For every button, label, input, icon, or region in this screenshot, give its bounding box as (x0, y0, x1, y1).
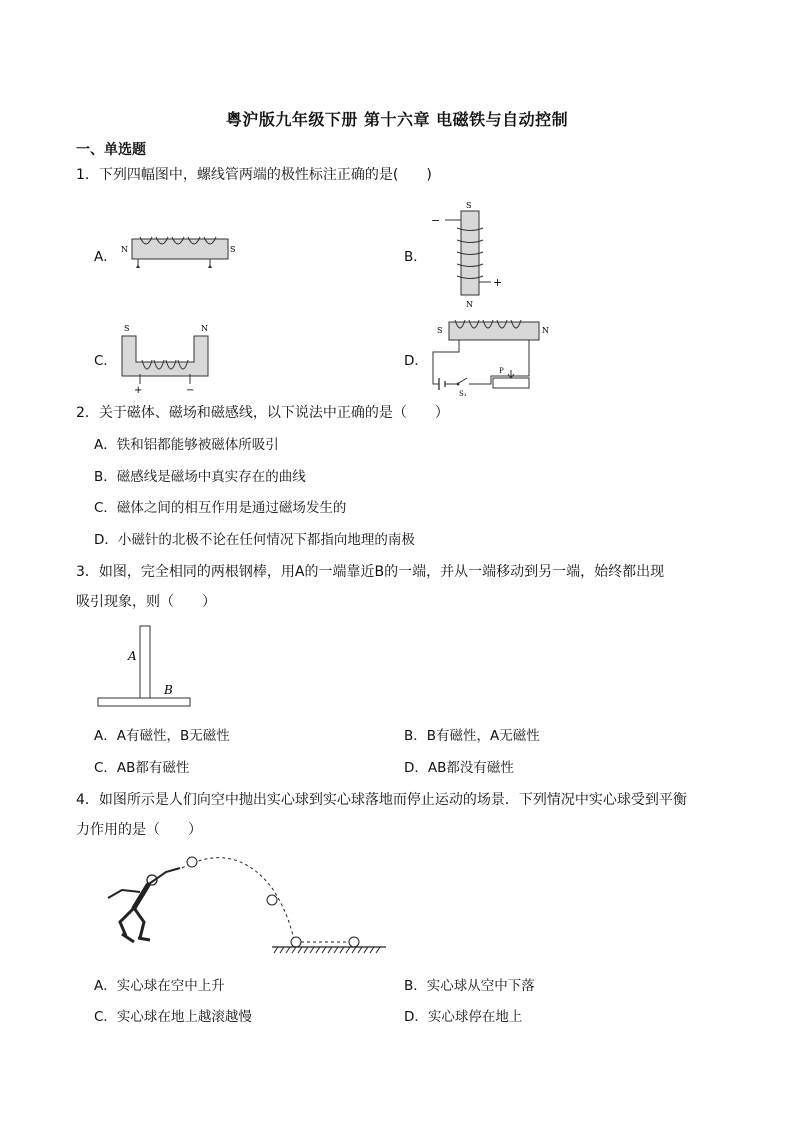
fig-c-right-pole: N (201, 324, 208, 333)
section-heading: 一、单选题 (76, 142, 146, 158)
q4-figure-shot-put-throw (100, 850, 390, 960)
ball-stopped (349, 937, 359, 947)
q3-option-a: A．A有磁性，B无磁性 (94, 728, 230, 744)
q4-option-c: C．实心球在地上越滚越慢 (94, 1009, 252, 1025)
q2-option-a: A．铁和铝都能够被磁体所吸引 (94, 437, 279, 453)
fig-d-slider-label: P (499, 367, 504, 375)
question-3-stem-line1: 3．如图，完全相同的两根钢棒，用A的一端靠近B的一端，并从一端移动到另一端，始终都出现 (76, 564, 665, 580)
fig-b-plus: + (493, 276, 503, 289)
q3-option-b: B．B有磁性，A无磁性 (404, 728, 540, 744)
fig-d-left-pole: S (437, 326, 443, 335)
ball-falling (267, 895, 277, 905)
question-3-stem-line2: 吸引现象，则（ ） (76, 594, 216, 610)
q1-figure-c-u-magnet (118, 322, 223, 394)
fig-a-right-pole: S (230, 245, 236, 254)
question-4-stem-line2: 力作用的是（ ） (76, 822, 202, 838)
q3-figure-steel-bars (94, 622, 194, 710)
fig-b-bottom-pole: N (466, 300, 473, 309)
q1-option-d-label: D． (404, 353, 428, 369)
q1-option-c-label: C． (94, 353, 117, 369)
q2-option-c: C．磁体之间的相互作用是通过磁场发生的 (94, 500, 347, 516)
q2-option-b: B．磁感线是磁场中真实存在的曲线 (94, 469, 306, 485)
q3-option-c: C．AB都有磁性 (94, 760, 190, 776)
q1-figure-d-circuit (425, 314, 555, 398)
fig-b-top-pole: S (466, 201, 472, 210)
q1-option-b-label: B． (404, 249, 427, 265)
fig-b-minus: − (431, 214, 441, 227)
q4-option-a: A．实心球在空中上升 (94, 978, 225, 994)
ball-launch (187, 857, 197, 867)
fig-c-plus: + (134, 385, 143, 394)
q3-bar-a-label: A (128, 649, 137, 663)
q4-option-b: B．实心球从空中下落 (404, 978, 535, 994)
page-title: 粤沪版九年级下册 第十六章 电磁铁与自动控制 (225, 110, 569, 129)
q2-option-d: D．小磁针的北极不论在任何情况下都指向地理的南极 (94, 532, 415, 548)
fig-c-left-pole: S (124, 324, 130, 333)
fig-d-right-pole: N (542, 326, 549, 335)
fig-a-left-pole: N (121, 245, 128, 254)
question-2-stem: 2．关于磁体、磁场和磁感线，以下说法中正确的是（ ） (76, 405, 449, 421)
q4-option-d: D．实心球停在地上 (404, 1009, 523, 1025)
q3-bar-b-label: B (164, 683, 173, 697)
question-4-stem-line1: 4．如图所示是人们向空中抛出实心球到实心球落地而停止运动的场景．下列情况中实心球受到平衡 (76, 792, 687, 808)
q1-figure-a-solenoid (118, 228, 248, 278)
fig-d-switch-label: S₁ (459, 390, 467, 398)
question-1-stem: 1．下列四幅图中，螺线管两端的极性标注正确的是( ) (76, 167, 432, 183)
q1-option-a-label: A． (94, 249, 117, 265)
q3-option-d: D．AB都没有磁性 (404, 760, 514, 776)
thrower-figure (108, 868, 180, 942)
q1-figure-b-solenoid (425, 198, 515, 310)
ball-landing (291, 937, 301, 947)
fig-c-minus: − (186, 385, 195, 394)
